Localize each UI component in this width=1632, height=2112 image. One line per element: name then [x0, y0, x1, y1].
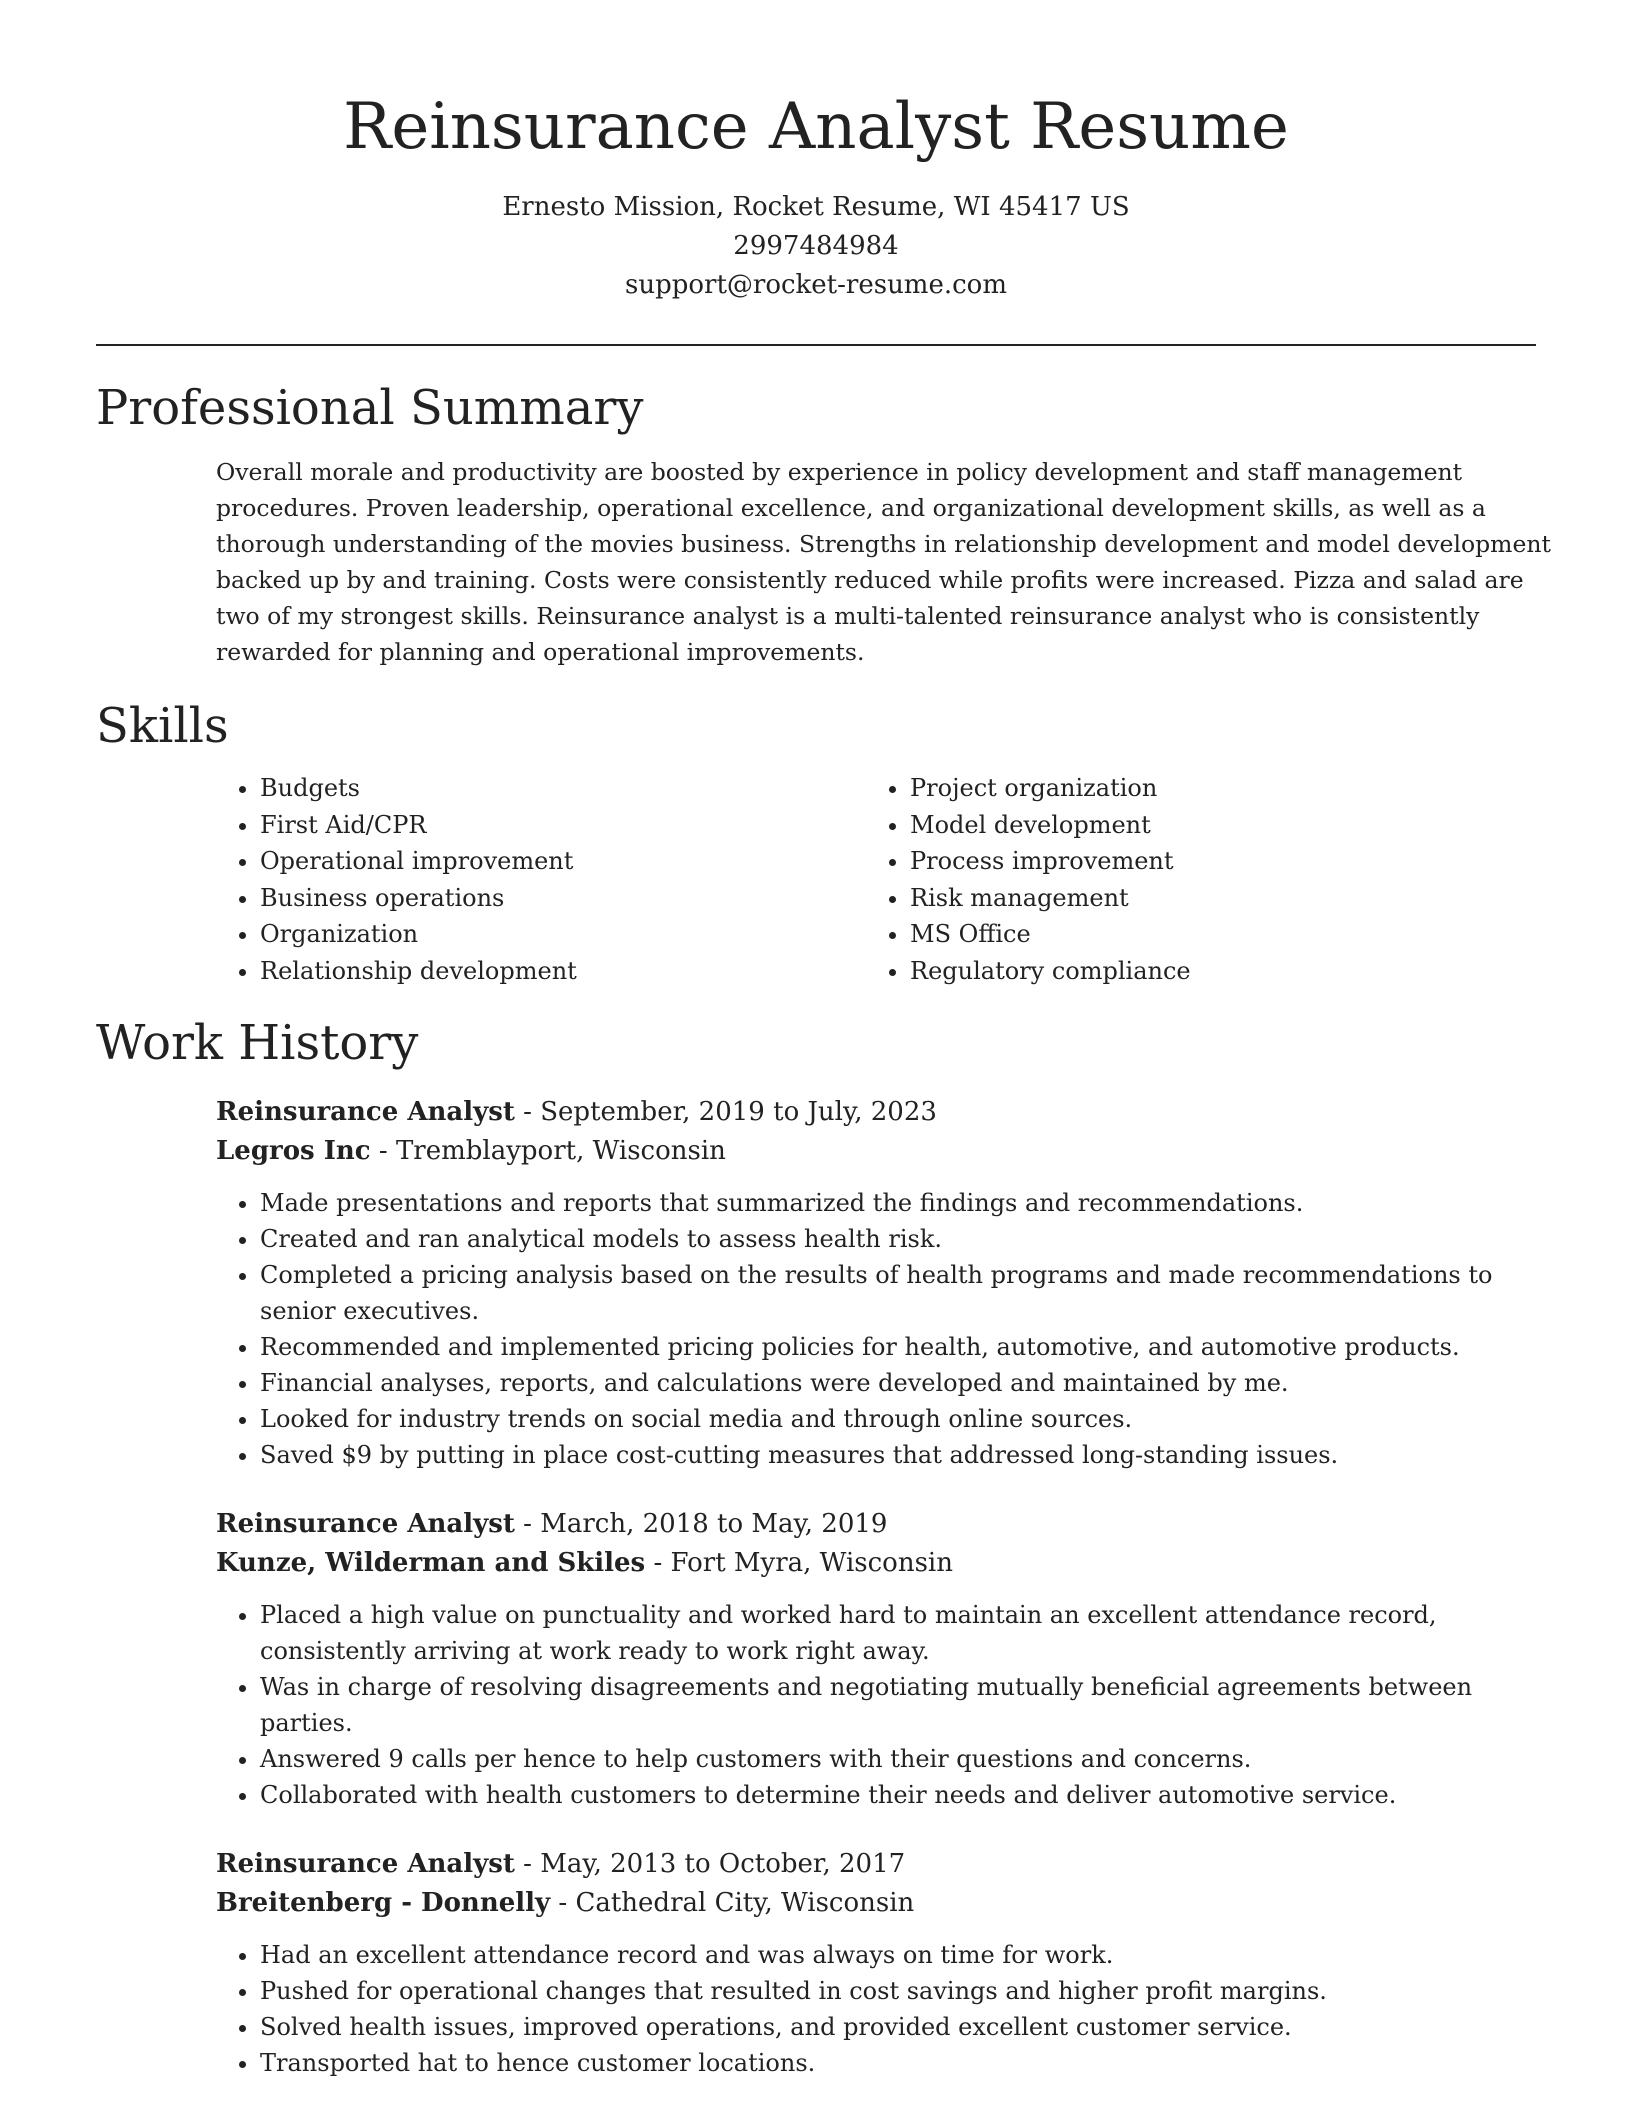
- summary-text: Overall morale and productivity are boosted by experience in policy development and staff management procedures. Proven leadership, operational excellence, and organizational development skills, as well as a thorough understanding of the movies business. Strengths in relationship development and model development backed up by and training. Costs were consistently reduced while profits were increased. Pizza and salad are two of my strongest skills. Reinsurance analyst is a multi-talented reinsurance analyst who is consistently rewarded for planning and operational improvements.: [216, 458, 1551, 666]
- job-bullet: • Placed a high value on punctuality and worked hard to maintain an excellent attendance record, consistently arriving at work ready to work right away.: [260, 1597, 1556, 1669]
- skills-list: [216, 770, 1536, 989]
- job-bullet: • Financial analyses, reports, and calculations were developed and maintained by me.: [260, 1365, 1556, 1401]
- job-bullet: • Made presentations and reports that summarized the findings and recommendations.: [260, 1185, 1556, 1221]
- job-bullet: • Transported hat to hence customer locations.: [260, 2045, 1556, 2081]
- job-bullet: • Solved health issues, improved operations, and provided excellent customer service.: [260, 2009, 1556, 2045]
- job-dates: - May, 2013 to October, 2017: [514, 1849, 906, 1879]
- job-entry: [216, 1845, 1536, 2081]
- skill-item: • Risk management: [910, 880, 1516, 917]
- job-company-line: [216, 1544, 1536, 1583]
- job-bullet: • Recommended and implemented pricing policies for health, automotive, and automotive products.: [260, 1329, 1556, 1365]
- job-bullet: • Completed a pricing analysis based on the results of health programs and made recommendations to senior executives.: [260, 1257, 1556, 1329]
- summary-heading: Professional Summary: [96, 380, 644, 436]
- skill-item: • MS Office: [910, 916, 1516, 953]
- job-title: Reinsurance Analyst: [216, 1509, 515, 1539]
- job-title-line: [216, 1505, 1536, 1544]
- job-entry: [216, 1093, 1536, 1473]
- job-bullet: • Pushed for operational changes that resulted in cost savings and higher profit margins.: [260, 1973, 1556, 2009]
- job-bullets: [216, 1185, 1556, 1473]
- skill-item: • Relationship development: [260, 953, 866, 990]
- job-bullet: • Saved $9 by putting in place cost-cutting measures that addressed long-standing issues.: [260, 1437, 1556, 1473]
- resume-page: [96, 0, 1551, 2081]
- job-dates: - September, 2019 to July, 2023: [514, 1097, 937, 1127]
- contact-email: support@rocket-resume.com: [624, 270, 1007, 300]
- job-bullet: • Had an excellent attendance record and was always on time for work.: [260, 1937, 1556, 1973]
- resume-title: Reinsurance Analyst Resume: [343, 90, 1289, 164]
- skills-column-right: [866, 770, 1516, 989]
- job-company-line: [216, 1884, 1536, 1923]
- job-bullet: • Created and ran analytical models to assess health risk.: [260, 1221, 1556, 1257]
- job-bullet: • Looked for industry trends on social media and through online sources.: [260, 1401, 1556, 1437]
- skill-item: • Organization: [260, 916, 866, 953]
- job-location: - Fort Myra, Wisconsin: [645, 1548, 953, 1578]
- job-company-line: [216, 1132, 1536, 1171]
- skills-column-left: [216, 770, 866, 989]
- job-company: Kunze, Wilderman and Skiles: [216, 1548, 646, 1578]
- header-divider: [96, 344, 1536, 346]
- job-bullet: • Was in charge of resolving disagreements and negotiating mutually beneficial agreements between parties.: [260, 1669, 1556, 1741]
- skill-item: • Operational improvement: [260, 843, 866, 880]
- skill-item: • Project organization: [910, 770, 1516, 807]
- job-title-line: [216, 1093, 1536, 1132]
- skill-item: • First Aid/CPR: [260, 807, 866, 844]
- skill-item: • Process improvement: [910, 843, 1516, 880]
- job-bullet: • Answered 9 calls per hence to help customers with their questions and concerns.: [260, 1741, 1556, 1777]
- job-title: Reinsurance Analyst: [216, 1849, 515, 1879]
- job-location: - Tremblayport, Wisconsin: [370, 1136, 726, 1166]
- skills-heading: Skills: [96, 698, 229, 754]
- job-dates: - March, 2018 to May, 2019: [514, 1509, 888, 1539]
- job-title-line: [216, 1845, 1536, 1884]
- job-location: - Cathedral City, Wisconsin: [550, 1888, 915, 1918]
- job-company: Breitenberg - Donnelly: [216, 1888, 551, 1918]
- skill-item: • Business operations: [260, 880, 866, 917]
- contact-phone: 2997484984: [733, 231, 899, 261]
- job-company: Legros Inc: [216, 1136, 371, 1166]
- job-bullet: • Collaborated with health customers to determine their needs and deliver automotive service.: [260, 1777, 1556, 1813]
- job-title: Reinsurance Analyst: [216, 1097, 515, 1127]
- skill-item: • Budgets: [260, 770, 866, 807]
- work-history-heading: Work History: [96, 1015, 419, 1071]
- job-bullets: [216, 1597, 1556, 1813]
- job-bullets: [216, 1937, 1556, 2081]
- contact-address: Ernesto Mission, Rocket Resume, WI 45417 US: [502, 192, 1130, 222]
- contact-block: [96, 188, 1536, 305]
- job-entry: [216, 1505, 1536, 1813]
- skill-item: • Model development: [910, 807, 1516, 844]
- skill-item: • Regulatory compliance: [910, 953, 1516, 990]
